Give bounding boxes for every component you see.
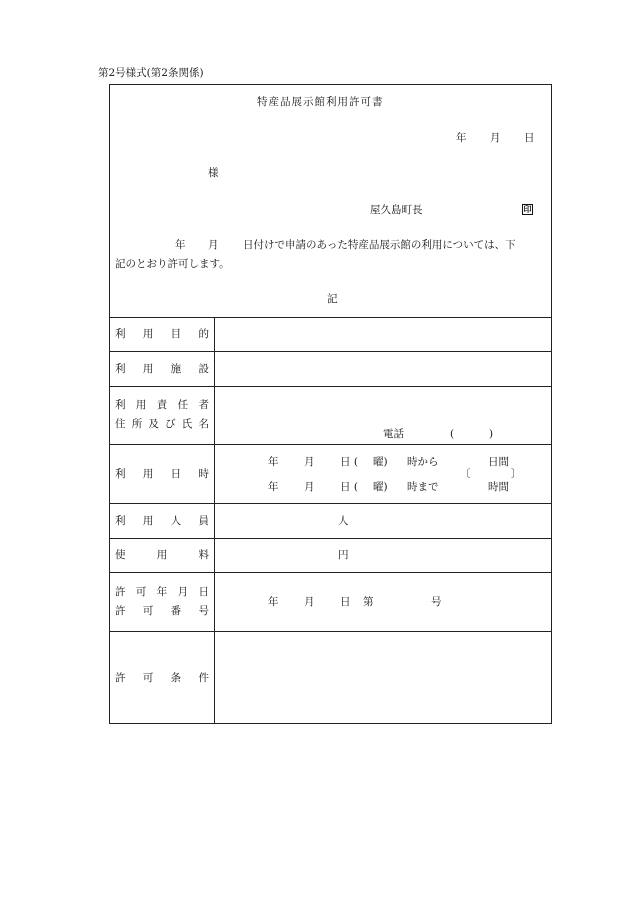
issuer-name: 屋久島町長 <box>370 204 423 216</box>
document-title: 特産品展示館利用許可書 <box>257 96 384 108</box>
label-facility: 利 用 施 設 <box>115 363 209 375</box>
label-datetime: 利 用 日 時 <box>115 468 209 480</box>
form-number: 第2号様式(第2条関係) <box>98 67 204 79</box>
seal-mark: 印 <box>523 204 532 214</box>
row-divider <box>109 631 552 632</box>
end-weekday: 曜) <box>373 481 388 493</box>
bracket-close: 〕 <box>511 468 522 480</box>
label-responsible-line1: 利 用 責 任 者 <box>115 399 209 411</box>
end-time: 時まで <box>407 481 439 493</box>
body-text-line1: 日付けで申請のあった特産品展示館の利用については、下 <box>243 239 516 251</box>
start-month: 月 <box>304 456 315 468</box>
row-divider <box>109 538 552 539</box>
end-month: 月 <box>304 481 315 493</box>
label-permit-number: 許 可 番 号 <box>115 605 209 617</box>
label-permit-date: 許 可 年 月 日 <box>115 586 209 598</box>
start-weekday: 曜) <box>373 456 388 468</box>
phone-open-paren: ( <box>450 428 455 440</box>
fee-unit: 円 <box>338 549 349 561</box>
row-divider <box>109 503 552 504</box>
permit-dai: 第 <box>363 596 374 608</box>
column-divider <box>214 317 215 724</box>
label-people: 利 用 人 員 <box>115 515 209 527</box>
phone-close-paren: ) <box>489 428 494 440</box>
ki-mark: 記 <box>327 293 338 305</box>
start-day: 日 ( <box>340 456 358 468</box>
permit-year: 年 <box>268 596 279 608</box>
addressee-suffix: 様 <box>208 167 219 179</box>
phone-label: 電話 <box>383 428 404 440</box>
body-year: 年 <box>175 239 186 251</box>
row-divider <box>109 572 552 573</box>
row-divider <box>109 317 552 318</box>
start-year: 年 <box>268 456 279 468</box>
label-responsible-line2: 住 所 及 び 氏 名 <box>115 418 209 430</box>
permit-day: 日 <box>340 596 351 608</box>
days-unit: 日間 <box>488 456 509 468</box>
row-divider <box>109 444 552 445</box>
bracket-open: 〔 <box>460 468 471 480</box>
date-year: 年 <box>456 132 467 144</box>
start-time: 時から <box>407 456 439 468</box>
date-day: 日 <box>524 132 535 144</box>
end-year: 年 <box>268 481 279 493</box>
row-divider <box>109 351 552 352</box>
date-month: 月 <box>490 132 501 144</box>
people-unit: 人 <box>338 515 349 527</box>
label-purpose: 利 用 目 的 <box>115 328 209 340</box>
end-day: 日 ( <box>340 481 358 493</box>
permit-gou: 号 <box>431 596 442 608</box>
body-month: 月 <box>208 239 219 251</box>
permit-month: 月 <box>304 596 315 608</box>
label-conditions: 許 可 条 件 <box>115 672 209 684</box>
body-text-line2: 記のとおり許可します。 <box>115 258 230 270</box>
label-fee: 使 用 料 <box>115 549 209 561</box>
hours-unit: 時間 <box>488 481 509 493</box>
row-divider <box>109 386 552 387</box>
